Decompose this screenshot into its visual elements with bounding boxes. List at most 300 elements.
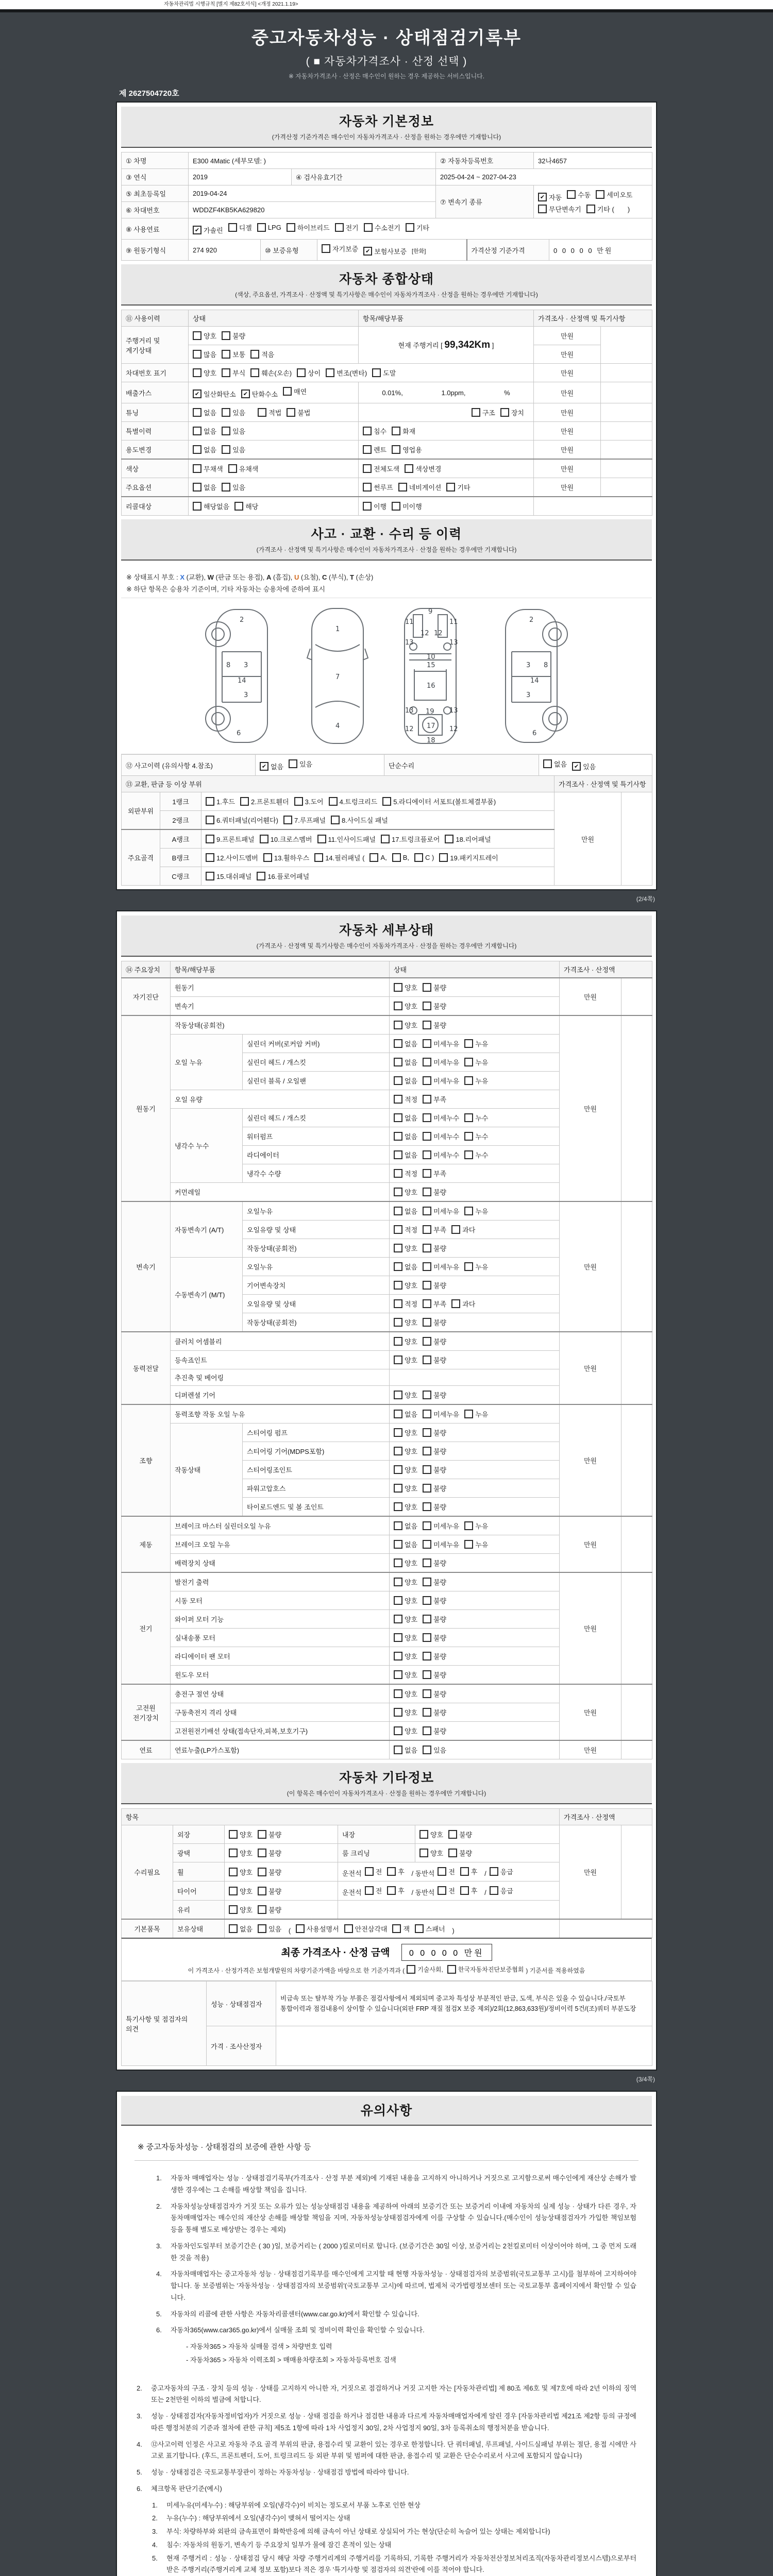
checkbox-응급[interactable] — [490, 1867, 513, 1876]
checkbox-1.후드[interactable] — [206, 796, 235, 806]
checkbox-5.라디에이터 서포트(볼트체결부품)[interactable] — [382, 796, 496, 806]
checkbox-부족[interactable] — [423, 1168, 446, 1178]
checkbox-label: 불량 — [433, 1466, 447, 1474]
checkbox-9.프론트패널[interactable] — [206, 834, 255, 844]
checkbox-label: 없음 — [405, 1077, 418, 1085]
notice-item: 1. 미세누유(미세누수) : 해당부위에 오일(냉각수)이 비치는 정도로서 부품 노후로 인한 현상 — [152, 2501, 421, 2509]
checkbox-일산화탄소[interactable]: ✔ 일산화탄소 — [193, 389, 236, 399]
checkbox-없음[interactable] — [394, 1745, 417, 1755]
row-label: 용도변경 — [122, 440, 189, 460]
opinion-label: 특기사항 및 점검자의 의견 — [122, 1981, 207, 2066]
checkbox-label: 있음 — [232, 484, 246, 492]
rank2-checkboxes — [201, 811, 554, 830]
notices-body — [121, 2130, 652, 2576]
checkbox-스패너[interactable] — [415, 1924, 445, 1934]
checkbox-불량[interactable] — [448, 1829, 472, 1839]
checkbox-영업용[interactable] — [392, 445, 422, 454]
checkbox-label: 양호 — [405, 1319, 418, 1327]
notice-section-a: ※ 중고자동차성능 · 상태점검의 보증에 관한 사항 등 — [135, 2133, 638, 2161]
checkbox-있음[interactable]: ✔ 있음 — [572, 761, 596, 771]
row-label: 배출가스 — [122, 382, 189, 403]
checkbox-불량[interactable] — [423, 1446, 446, 1456]
checkbox-양호[interactable] — [394, 1483, 417, 1493]
status-checkboxes — [390, 1035, 560, 1053]
checkbox-없음[interactable] — [394, 1206, 417, 1216]
checkbox-화재[interactable] — [392, 426, 415, 436]
checkbox-label: 미세누유 — [433, 1411, 460, 1418]
checkbox-미세누유[interactable] — [423, 1521, 459, 1531]
checkbox-19.패키지트레이[interactable] — [439, 853, 498, 862]
checkbox-무채색[interactable] — [193, 464, 223, 473]
checkbox-미세누수[interactable] — [423, 1131, 459, 1141]
checkbox-label: 적정 — [405, 1226, 418, 1234]
checkbox-15.대쉬패널[interactable] — [206, 871, 251, 881]
checkbox-렌트[interactable] — [363, 445, 386, 454]
checkbox-불량[interactable] — [423, 1577, 446, 1587]
col-header: 가격조사 · 산정액 — [560, 961, 652, 978]
checkbox-label: 누유 — [475, 1411, 489, 1418]
checkbox-침수[interactable] — [363, 426, 386, 436]
status-checkboxes — [390, 1127, 560, 1146]
checkbox-7.루프패널[interactable] — [283, 815, 326, 825]
checkbox-없음[interactable] — [193, 445, 216, 454]
checkbox-미세누수[interactable] — [423, 1150, 459, 1160]
checkbox-후[interactable] — [460, 1886, 478, 1895]
checkbox-없음[interactable] — [193, 482, 216, 492]
wheel-position-checkboxes: 운전석 전 후 / 동반석 전 후 / 응급 — [338, 1862, 560, 1882]
group-label: 연료 — [122, 1740, 171, 1759]
checkbox-label: 네비게이션 — [409, 484, 442, 492]
checkbox-누유[interactable] — [464, 1521, 488, 1531]
checkbox-한국자동차진단보증협회[interactable] — [447, 1965, 524, 1974]
svg-text:7: 7 — [335, 673, 340, 681]
checkbox-변조(변타)[interactable] — [326, 368, 367, 378]
checkbox-label: 미세누수 — [433, 1133, 460, 1141]
checkbox-LPG[interactable] — [257, 223, 281, 232]
checkbox-탄화수소[interactable]: ✔ 탄화수소 — [241, 389, 278, 399]
checkbox-누수[interactable] — [464, 1150, 488, 1160]
svg-text:12: 12 — [434, 630, 443, 637]
checkbox-적정[interactable] — [394, 1299, 417, 1309]
item-label: 작동상태(공회전) — [171, 1015, 390, 1035]
checkbox-전[interactable] — [365, 1867, 382, 1876]
checkbox-누유[interactable] — [464, 1076, 488, 1086]
checkbox-16.플로어패널[interactable] — [257, 871, 309, 881]
checkbox-label: 하이브리드 — [297, 224, 330, 232]
checkbox-많음[interactable] — [193, 349, 216, 359]
checkbox-미세누유[interactable] — [423, 1262, 459, 1272]
car-diagram-top — [304, 604, 371, 749]
checkbox-전[interactable] — [438, 1867, 455, 1876]
checkbox-label: 구조 — [482, 409, 495, 417]
checkbox-하이브리드[interactable] — [287, 223, 330, 232]
checkbox-불량[interactable] — [423, 1670, 446, 1680]
checkbox-없음[interactable] — [193, 408, 216, 417]
checkbox-불량[interactable] — [423, 1614, 446, 1624]
checkbox-양호[interactable] — [394, 1336, 417, 1346]
checkbox-불량[interactable] — [423, 1726, 446, 1736]
checkbox-후[interactable] — [460, 1867, 478, 1876]
checkbox-불량[interactable] — [423, 1483, 446, 1493]
checkbox-양호[interactable] — [394, 1614, 417, 1624]
checkbox-없음[interactable] — [394, 1039, 417, 1048]
checkbox-도말[interactable] — [372, 368, 396, 378]
checkbox-양호[interactable] — [394, 1446, 417, 1456]
checkbox-불량[interactable] — [222, 331, 245, 341]
checkbox-양호[interactable] — [394, 1707, 417, 1717]
checkbox-누유[interactable] — [464, 1057, 488, 1067]
checkbox-후[interactable] — [387, 1886, 405, 1895]
checkbox-불량[interactable] — [448, 1848, 472, 1858]
checkbox-없음[interactable] — [394, 1539, 417, 1549]
checkbox-label: 없음 — [271, 763, 284, 771]
checkbox-전[interactable] — [365, 1886, 382, 1895]
checkbox-label: 안전삼각대 — [355, 1925, 388, 1933]
other-header — [121, 1763, 652, 1804]
checkbox-이행[interactable] — [363, 501, 386, 511]
checkbox-label: 있음 — [268, 1925, 282, 1933]
checkbox-누유[interactable] — [464, 1409, 488, 1419]
status-checkboxes — [390, 1722, 560, 1741]
checkbox-상이[interactable] — [297, 368, 321, 378]
checkbox-label: 불량 — [232, 332, 246, 340]
checkbox-양호[interactable] — [394, 1428, 417, 1437]
checkbox-전기[interactable] — [335, 223, 359, 232]
checkbox-11.인사이드패널[interactable] — [317, 834, 376, 844]
checkbox-불법[interactable] — [287, 408, 310, 417]
checkbox-해당[interactable] — [234, 501, 258, 511]
checkbox-불량[interactable] — [423, 1689, 446, 1699]
checkbox-label: 양호 — [405, 1282, 418, 1290]
checkbox-C )[interactable] — [414, 853, 434, 862]
item-label: 발전기 출력 — [171, 1572, 390, 1591]
checkbox-4.트렁크리드[interactable] — [329, 796, 378, 806]
status-checkboxes — [390, 1332, 560, 1351]
checkbox-누수[interactable] — [464, 1113, 488, 1123]
checkbox-양호[interactable] — [394, 1577, 417, 1587]
checkbox-label: 있음 — [232, 409, 246, 417]
checkbox-미세누유[interactable] — [423, 1206, 459, 1216]
checkbox-양호[interactable] — [394, 1689, 417, 1699]
checkbox-양호[interactable] — [193, 331, 216, 341]
checkbox-불량[interactable] — [423, 1336, 446, 1346]
remark-cell — [601, 364, 652, 382]
checkbox-부족[interactable] — [423, 1225, 446, 1234]
rank-label: B랭크 — [160, 849, 201, 867]
status-checkboxes — [390, 1239, 560, 1258]
checkbox-미세누유[interactable] — [423, 1039, 459, 1048]
checkbox-양호[interactable] — [394, 1390, 417, 1400]
final-price-value: 0 0 0 0 0 만원 — [401, 1944, 492, 1961]
checkbox-불량[interactable] — [423, 1280, 446, 1290]
checkbox-누수[interactable] — [464, 1131, 488, 1141]
mileage-amount-checkboxes — [189, 345, 359, 364]
checkbox-전체도색[interactable] — [363, 464, 399, 473]
checkbox-양호[interactable] — [229, 1867, 253, 1877]
checkbox-불량[interactable] — [423, 1390, 446, 1400]
checkbox-수동[interactable] — [567, 190, 591, 199]
checkbox-있음[interactable] — [222, 445, 245, 454]
checkbox-6.쿼터패널(리어휀다)[interactable] — [206, 815, 278, 825]
checkbox-label: 탄화수소 — [251, 391, 278, 398]
checkbox-양호[interactable] — [394, 1633, 417, 1642]
checkbox-불량[interactable] — [258, 1886, 281, 1896]
svg-text:6: 6 — [237, 730, 241, 737]
checkbox-없음[interactable] — [229, 1924, 253, 1934]
checkbox-없음[interactable] — [394, 1113, 417, 1123]
checkbox-미세누수[interactable] — [423, 1113, 459, 1123]
checkbox-가솔린[interactable]: ✔ 가솔린 — [193, 225, 223, 235]
checkbox-label: 적정 — [405, 1096, 418, 1104]
checkbox-후[interactable] — [387, 1867, 405, 1876]
checkbox-보통[interactable] — [222, 349, 245, 359]
checkbox-불량[interactable] — [258, 1848, 281, 1858]
checkbox-없음[interactable] — [394, 1150, 417, 1160]
checkbox-양호[interactable] — [229, 1848, 253, 1858]
checkbox-8.사이드실 패널[interactable] — [331, 815, 388, 825]
price-cell: 만원 — [560, 1740, 621, 1759]
checkbox-자기보증[interactable] — [322, 244, 358, 253]
checkbox-불량[interactable] — [423, 1596, 446, 1605]
status-checkboxes — [390, 1164, 560, 1183]
checkbox-label: 있음 — [232, 446, 246, 454]
remark-cell — [601, 478, 652, 497]
checkbox-불량[interactable] — [423, 1465, 446, 1475]
checkbox-label: 응급 — [500, 1887, 513, 1895]
checkbox-양호[interactable] — [229, 1905, 253, 1914]
checkbox-label: 전 — [375, 1887, 382, 1895]
checkbox-있음[interactable] — [258, 1924, 281, 1934]
checkbox-장치[interactable] — [500, 408, 524, 417]
checkbox-양호[interactable] — [419, 1848, 443, 1858]
svg-text:13: 13 — [449, 707, 458, 715]
checkbox-있음[interactable] — [289, 759, 312, 769]
checkbox-18.리어패널[interactable] — [445, 834, 491, 844]
checkbox-label: 자동 — [549, 194, 562, 201]
checkbox-응급[interactable] — [490, 1886, 513, 1895]
checkbox-있음[interactable] — [222, 408, 245, 417]
checkbox-누유[interactable] — [464, 1206, 488, 1216]
accident-checkboxes — [256, 755, 384, 776]
checkbox-적음[interactable] — [250, 349, 274, 359]
checkbox-양호[interactable] — [394, 1596, 417, 1605]
checkbox-10.크로스멤버[interactable] — [260, 834, 312, 844]
status-checkboxes — [415, 1825, 560, 1844]
checkbox-12.사이드멤버[interactable] — [206, 853, 258, 862]
checkbox-없음[interactable] — [394, 1262, 417, 1272]
checkbox-사용설명서[interactable] — [296, 1924, 339, 1934]
checkbox-기술사회,[interactable] — [407, 1965, 443, 1974]
item-label: 와이퍼 모터 기능 — [171, 1610, 390, 1629]
checkbox-양호[interactable] — [394, 1558, 417, 1568]
checkbox-자동[interactable]: ✔ 자동 — [538, 192, 562, 202]
price-cell: 만원 — [534, 327, 601, 345]
other-note: (이 항목은 매수인이 자동차가격조사 · 산정을 원하는 경우에만 기재합니다) — [287, 1790, 486, 1797]
checkbox-label: 부족 — [433, 1226, 447, 1234]
item-label: 시동 모터 — [171, 1591, 390, 1610]
checkbox-label: 양호 — [405, 1653, 418, 1660]
checkbox-부식[interactable] — [222, 368, 245, 378]
remark-cell — [621, 1516, 652, 1572]
checkbox-적정[interactable] — [394, 1168, 417, 1178]
checkbox-양호[interactable] — [394, 1280, 417, 1290]
checkbox-기타[interactable] — [446, 482, 470, 492]
checkbox-디젤[interactable] — [228, 223, 252, 232]
checkbox-양호[interactable] — [394, 1317, 417, 1327]
checkbox-불량[interactable] — [423, 1001, 446, 1011]
group-label: 제동 — [122, 1516, 171, 1572]
checkbox-누유[interactable] — [464, 1039, 488, 1048]
checkbox-불량[interactable] — [258, 1829, 281, 1839]
checkbox-전[interactable] — [438, 1886, 455, 1895]
price-cell: 만원 — [534, 403, 601, 422]
checkbox-과다[interactable] — [451, 1225, 475, 1234]
checkbox-label: 미세누유 — [433, 1522, 460, 1530]
checkbox-양호[interactable] — [394, 982, 417, 992]
checkbox-미이행[interactable] — [392, 501, 422, 511]
item-label: 충전구 절연 상태 — [171, 1684, 390, 1703]
checkbox-label: 양호 — [405, 1503, 418, 1511]
checkbox-3.도어[interactable] — [294, 796, 324, 806]
checkbox-적법[interactable] — [258, 408, 281, 417]
checkbox-적정[interactable] — [394, 1094, 417, 1104]
checkbox-14.필러패널 ([interactable] — [314, 853, 364, 862]
checkbox-label: 누유 — [475, 1263, 489, 1271]
inspector-label: 성능 · 상태점검자 — [207, 1981, 276, 2026]
checkbox-기타 ( )[interactable] — [586, 204, 630, 214]
checkbox-수소전기[interactable] — [364, 223, 400, 232]
checkbox-없음[interactable]: ✔ 없음 — [260, 761, 283, 771]
checkbox-구조[interactable] — [472, 408, 495, 417]
checkbox-양호[interactable] — [394, 1187, 417, 1197]
checkbox-불량[interactable] — [423, 1502, 446, 1512]
checkbox-불량[interactable] — [423, 1707, 446, 1717]
checkbox-불량[interactable] — [423, 1355, 446, 1365]
checkbox-label: 수소전기 — [374, 224, 400, 232]
checkbox-양호[interactable] — [394, 1355, 417, 1365]
rankA-checkboxes — [201, 829, 554, 849]
checkbox-B,[interactable] — [392, 853, 409, 862]
checkbox-미세누유[interactable] — [423, 1409, 459, 1419]
checkbox-양호[interactable] — [394, 1651, 417, 1661]
checkbox-유채색[interactable] — [228, 464, 259, 473]
checkbox-썬루프[interactable] — [363, 482, 393, 492]
checkbox-A,[interactable] — [369, 853, 386, 862]
checkbox-없음[interactable] — [394, 1057, 417, 1067]
checkbox-보험사보증[interactable]: ✔ 보험사보증 — [363, 246, 407, 256]
checkbox-label: 양호 — [430, 1831, 444, 1839]
page-title: 중고자동차성능 · 상태점검기록부 — [251, 28, 522, 48]
checkbox-과다[interactable] — [451, 1299, 475, 1309]
svg-text:11: 11 — [405, 618, 414, 626]
checkbox-불량[interactable] — [423, 1187, 446, 1197]
checkbox-양호[interactable] — [394, 1670, 417, 1680]
checkbox-불량[interactable] — [423, 982, 446, 992]
checkbox-없음[interactable] — [543, 759, 567, 769]
checkbox-안전삼각대[interactable] — [344, 1924, 388, 1934]
checkbox-훼손(오손)[interactable] — [250, 368, 292, 378]
checkbox-17.트렁크플로어[interactable] — [381, 834, 440, 844]
checkbox-매연[interactable] — [283, 386, 307, 396]
final-price-row — [121, 1938, 652, 1981]
field-label: ⑤ 최초등록일 — [122, 185, 189, 202]
checkbox-양호[interactable] — [394, 1243, 417, 1253]
checkbox-불량[interactable] — [423, 1020, 446, 1030]
checkbox-불량[interactable] — [423, 1428, 446, 1437]
checkbox-기타[interactable] — [406, 223, 429, 232]
checkbox-불량[interactable] — [258, 1905, 281, 1914]
checkbox-없음[interactable] — [394, 1076, 417, 1086]
status-checkboxes — [390, 1295, 560, 1313]
checkbox-무단변속기[interactable] — [538, 204, 581, 214]
checkbox-해당없음[interactable] — [193, 501, 229, 511]
checkbox-부족[interactable] — [423, 1094, 446, 1104]
checkbox-부족[interactable] — [423, 1299, 446, 1309]
checkbox-2.프론트휀더[interactable] — [240, 796, 289, 806]
checkbox-불량[interactable] — [423, 1243, 446, 1253]
checkbox-양호[interactable] — [193, 368, 216, 378]
checkbox-양호[interactable] — [229, 1886, 253, 1896]
checkbox-없음[interactable] — [394, 1521, 417, 1531]
checkbox-색상변경[interactable] — [405, 464, 441, 473]
empty-cell — [338, 1901, 560, 1920]
checkbox-label: 무단변속기 — [549, 206, 581, 213]
checkbox-있음[interactable] — [222, 482, 245, 492]
checkbox-양호[interactable] — [394, 1502, 417, 1512]
checkbox-label: 없음 — [405, 1059, 418, 1066]
checkbox-없음[interactable] — [394, 1131, 417, 1141]
checkbox-잭[interactable] — [392, 1924, 410, 1934]
checkbox-적정[interactable] — [394, 1225, 417, 1234]
status-checkboxes — [390, 1404, 560, 1423]
checkbox-label: 불량 — [433, 1727, 447, 1735]
checkbox-13.휠하우스[interactable] — [263, 853, 309, 862]
checkbox-없음[interactable] — [193, 426, 216, 436]
checkbox-label: 불량 — [433, 1282, 447, 1290]
checkbox-누유[interactable] — [464, 1262, 488, 1272]
checkbox-불량[interactable] — [423, 1317, 446, 1327]
checkbox-양호[interactable] — [394, 1001, 417, 1011]
car-diagram-side-left — [200, 604, 283, 749]
price-cell: 만원 — [534, 459, 601, 478]
checkbox-label: 없음 — [204, 428, 217, 435]
svg-text:13: 13 — [405, 639, 414, 647]
checkbox-누유[interactable] — [464, 1539, 488, 1549]
checkbox-없음[interactable] — [394, 1409, 417, 1419]
checkbox-미세누유[interactable] — [423, 1076, 459, 1086]
checkbox-있음[interactable] — [423, 1745, 446, 1755]
checkbox-양호[interactable] — [229, 1829, 253, 1839]
checkbox-불량[interactable] — [423, 1651, 446, 1661]
checkbox-불량[interactable] — [423, 1633, 446, 1642]
checkbox-세미오토[interactable] — [596, 190, 632, 199]
checkbox-label: 불량 — [433, 1579, 447, 1586]
checkbox-불량[interactable] — [258, 1867, 281, 1877]
item-label: 배력장치 상태 — [171, 1554, 390, 1573]
checkbox-네비게이션[interactable] — [398, 482, 442, 492]
checkbox-양호[interactable] — [394, 1020, 417, 1030]
group-label: 수리필요 — [122, 1825, 173, 1920]
checkbox-양호[interactable] — [419, 1829, 443, 1839]
checkbox-미세누유[interactable] — [423, 1057, 459, 1067]
checkbox-있음[interactable] — [222, 426, 245, 436]
status-checkboxes — [390, 1629, 560, 1647]
checkbox-양호[interactable] — [394, 1726, 417, 1736]
checkbox-양호[interactable] — [394, 1465, 417, 1475]
checkbox-불량[interactable] — [423, 1558, 446, 1568]
remark-cell — [601, 422, 652, 440]
checkbox-미세누유[interactable] — [423, 1539, 459, 1549]
